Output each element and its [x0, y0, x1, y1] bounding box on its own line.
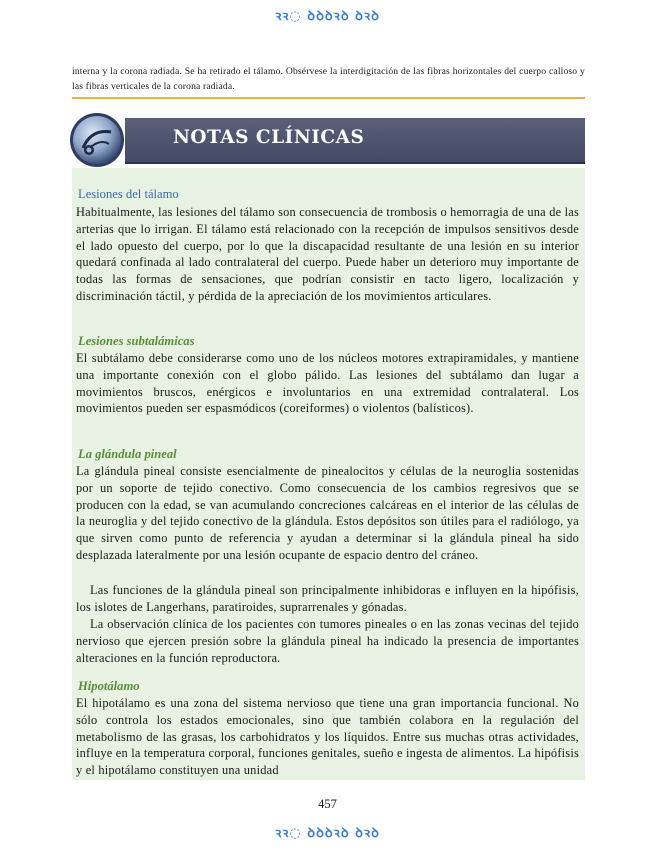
paragraph-thalamus: Habitualmente, las lesiones del tálamo son consecuencia de trombosis o hemorragia de una de las arterias que lo irrigan. El tálamo está relacionado con la recepción de impulsos sensitivos desde el lado opuesto del cuerpo, por lo que la discapacidad resultante de una lesión en su interior quedará confinada al lado contralateral del cuerpo. Puede haber un deterioro muy importante de todas las formas de sensaciones, que podrían consistir en tacto ligero, localización y discriminación táctil, y pérdida de la apreciación de los movimientos articulares.	[76, 205, 579, 303]
watermark-top: ꝛꝛ◌ ꝺꝺꝺꝛꝺ ꝺꝛꝺ	[275, 9, 380, 24]
heading-hypothalamus: Hipotálamo	[78, 679, 140, 693]
caption-divider	[72, 97, 585, 99]
figure-caption: interna y la corona radiada. Se ha retirado el tálamo. Obsérvese la interdigitación de las fibras horizontales del cuerpo calloso y las fibras verticales de la corona radiada.	[72, 66, 585, 92]
paragraph-hypothalamus: El hipotálamo es una zona del sistema nervioso que tiene una gran importancia funcional. No sólo controla los estados emocionales, sino que también colabora en la regulación del metabolismo de las grasas, los carbohidratos y los líquidos. Entre sus muchas otras actividades, influye en la temperatura corporal, funciones genitales, sueño e ingesta de alimentos. La hipófisis y el hipotálamo constituyen una unidad	[76, 696, 579, 778]
paragraph-subthalamic: El subtálamo debe considerarse como uno de los núcleos motores extrapiramidales, y mantiene una importante conexión con el globo pálido. Las lesiones del subtálamo dan lugar a movimientos bruscos, enérgicos e involuntarios en una extremidad contralateral. Los movimientos pueden ser espasmódicos (coreiformes) o violentos (balísticos).	[76, 351, 579, 416]
paragraph-pineal-3: La observación clínica de los pacientes con tumores pineales o en las zonas vecinas del tejido nervioso que ejercen presión sobre la glándula pineal ha indicado la presencia de importantes alteraciones en la función reproductora.	[76, 617, 579, 665]
heading-pineal-gland: La glándula pineal	[78, 447, 177, 461]
page-number: 457	[318, 797, 337, 811]
watermark-bottom: ꝛꝛ◌ ꝺꝺꝺꝛꝺ ꝺꝛꝺ	[275, 826, 380, 841]
heading-thalamus-lesions: Lesiones del tálamo	[78, 187, 179, 201]
heading-subthalamic-lesions: Lesiones subtalámicas	[78, 334, 195, 348]
clinical-notes-banner	[125, 118, 585, 164]
paragraph-pineal-1: La glándula pineal consiste esencialmente de pinealocitos y células de la neuroglia sostenidas por un soporte de tejido conectivo. Como consecuencia de los cambios regresivos que se producen con la edad, se van acumulando concreciones calcáreas en el interior de las células de la neuroglia y del tejido conectivo de la glándula. Estos depósitos son útiles para el radiólogo, ya que sirven como punto de referencia y ayudan a determinar si la glándula pineal ha sido desplazada lateralmente por una lesión ocupante de espacio dentro del cráneo.	[76, 464, 579, 562]
banner-title: NOTAS CLÍNICAS	[173, 127, 365, 148]
paragraph-pineal-2: Las funciones de la glándula pineal son principalmente inhibidoras e influyen en la hipófisis, los islotes de Langerhans, paratiroides, suprarrenales y gónadas.	[76, 583, 579, 614]
stethoscope-medallion-icon	[69, 112, 125, 168]
